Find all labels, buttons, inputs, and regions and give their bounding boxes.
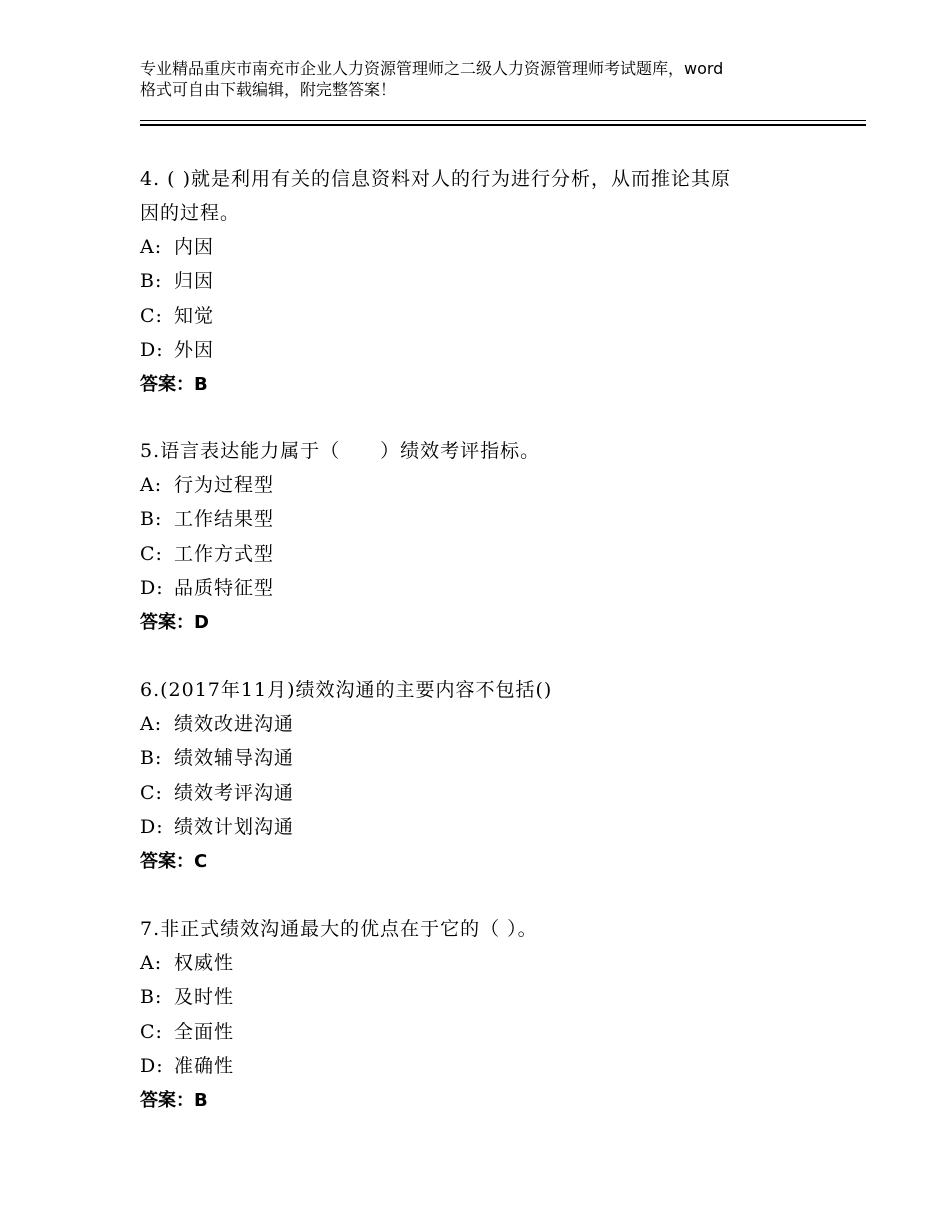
option-b	[140, 980, 820, 1014]
question-6	[140, 673, 820, 879]
option-letter: B:	[140, 270, 163, 293]
option-a	[140, 230, 820, 264]
option-text: 工作结果型	[174, 508, 275, 531]
option-letter: D:	[140, 816, 164, 839]
answer: 答案：B	[140, 373, 208, 395]
option-letter: A:	[140, 713, 163, 735]
question-stem-continued: 因的过程。	[140, 202, 241, 224]
option-letter: C:	[140, 781, 163, 804]
option-letter: B:	[140, 508, 163, 531]
option-text: 品质特征型	[174, 577, 275, 600]
option-text: 权威性	[174, 952, 235, 974]
option-d	[140, 571, 820, 605]
option-letter: A:	[140, 952, 163, 974]
option-text: 绩效改进沟通	[174, 713, 295, 735]
option-text: 归因	[174, 270, 215, 293]
question-stem: 4. ( )就是利用有关的信息资料对人的行为进行分析，从而推论其原	[140, 168, 732, 190]
header-divider	[140, 120, 866, 126]
option-c	[140, 1015, 820, 1049]
question-5	[140, 434, 820, 640]
question-7	[140, 912, 820, 1118]
option-text: 行为过程型	[174, 474, 275, 496]
option-text: 全面性	[174, 1020, 235, 1043]
option-d	[140, 810, 820, 844]
option-c	[140, 537, 820, 571]
option-a	[140, 707, 820, 741]
option-letter: C:	[140, 304, 163, 327]
option-letter: D:	[140, 339, 164, 362]
header-line-1: 专业精品重庆市南充市企业人力资源管理师之二级人力资源管理师考试题库，word	[140, 59, 724, 78]
option-letter: C:	[140, 542, 163, 565]
question-stem: 5.语言表达能力属于（ ）绩效考评指标。	[140, 440, 541, 462]
option-letter: A:	[140, 236, 163, 258]
option-text: 准确性	[174, 1055, 235, 1078]
option-c	[140, 299, 820, 333]
option-letter: D:	[140, 1055, 164, 1078]
option-a	[140, 468, 820, 502]
option-text: 绩效计划沟通	[174, 816, 295, 839]
option-b	[140, 264, 820, 298]
answer: 答案：D	[140, 611, 209, 633]
answer: 答案：B	[140, 1089, 208, 1111]
question-stem: 6.(2017年11月)绩效沟通的主要内容不包括()	[140, 679, 553, 701]
option-letter: A:	[140, 474, 163, 496]
option-c	[140, 776, 820, 810]
option-b	[140, 502, 820, 536]
header-line-2: 格式可自由下载编辑，附完整答案！	[140, 80, 397, 99]
option-b	[140, 741, 820, 775]
question-4	[140, 162, 820, 402]
option-letter: B:	[140, 747, 163, 770]
option-d	[140, 333, 820, 367]
option-text: 绩效考评沟通	[174, 781, 295, 804]
option-text: 外因	[174, 339, 215, 362]
option-text: 及时性	[174, 986, 235, 1009]
option-text: 工作方式型	[174, 542, 275, 565]
option-letter: B:	[140, 986, 163, 1009]
option-letter: C:	[140, 1020, 163, 1043]
question-stem: 7.非正式绩效沟通最大的优点在于它的（ ）。	[140, 918, 538, 940]
option-text: 内因	[174, 236, 215, 258]
answer: 答案：C	[140, 850, 208, 872]
document-header	[140, 58, 840, 100]
option-text: 绩效辅导沟通	[174, 747, 295, 770]
option-d	[140, 1049, 820, 1083]
option-letter: D:	[140, 577, 164, 600]
option-text: 知觉	[174, 304, 215, 327]
option-a	[140, 946, 820, 980]
